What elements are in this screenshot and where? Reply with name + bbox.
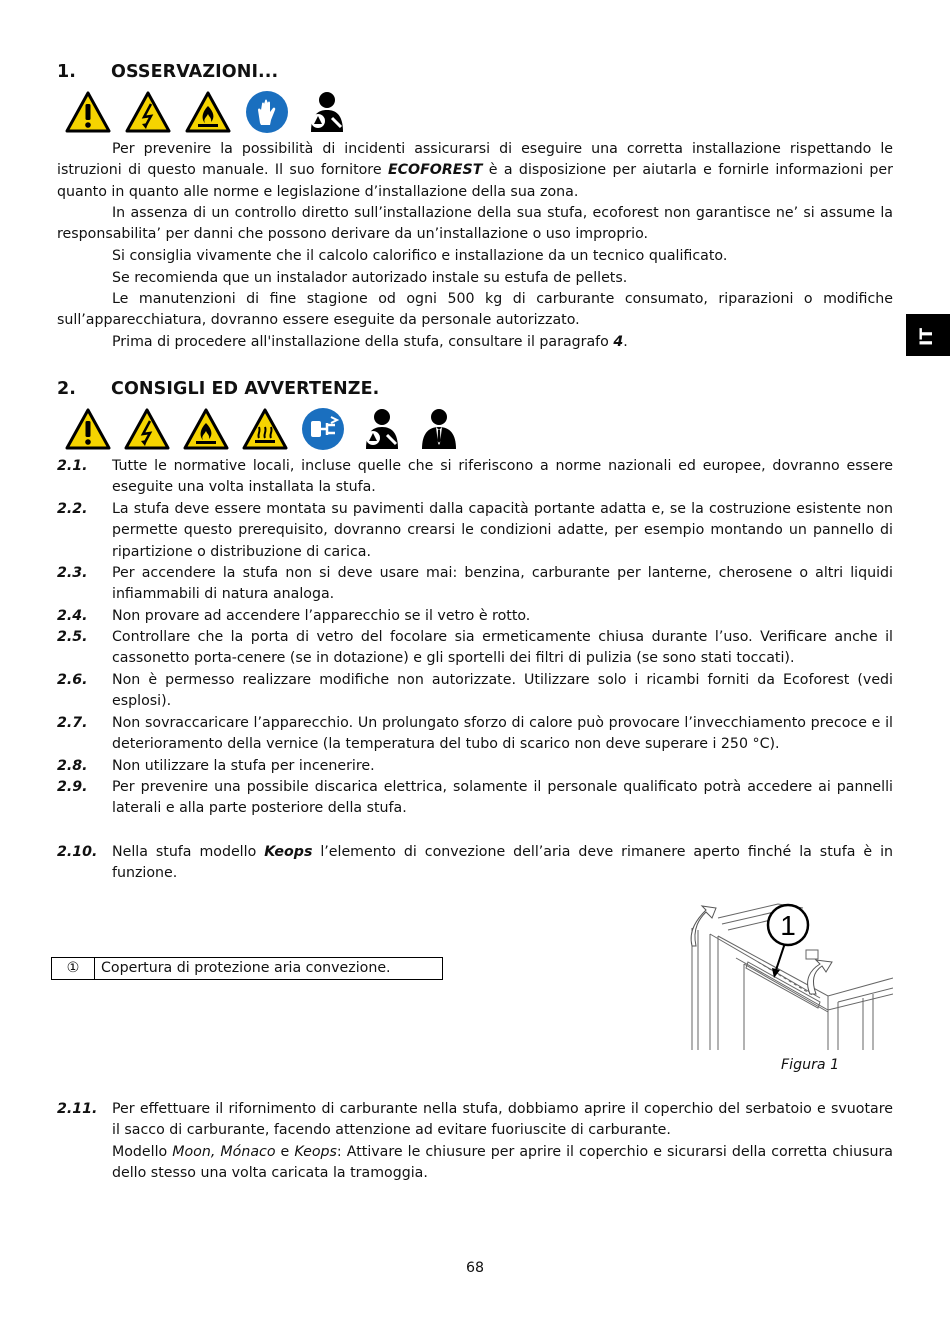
item-number: 2.7. [57, 715, 88, 731]
section-2-heading [57, 379, 379, 399]
page-number: 68 [465, 1260, 485, 1276]
item-number: 2.11. [57, 1101, 98, 1117]
model-name: Keops [294, 1143, 337, 1160]
item-text-part: Modello [112, 1143, 173, 1160]
item-text: Per effettuare il rifornimento di carburante nella stufa, dobbiamo aprire il coperchio del serbatoio e svuotare il sacco di carburante, facendo attenzione ad evitare fuoriuscite di carburante. [112, 1101, 893, 1139]
section-1-number: 1. [57, 62, 77, 82]
item-number: 2.1. [57, 458, 88, 474]
figure-legend-table [51, 957, 443, 980]
item-number: 2.8. [57, 758, 88, 774]
unplug-icon [301, 407, 345, 451]
flammable-icon [183, 408, 229, 450]
figure-marker: 1 [780, 910, 796, 941]
item-text [112, 842, 893, 885]
item-text-models [112, 1142, 893, 1185]
section-1-paragraph-3 [57, 246, 893, 267]
item-text: Per accendere la stufa non si deve usare mai: benzina, carburante per lanterne, cherosene o altri liquidi infiammabili di natura analoga. [112, 565, 893, 603]
list-item [57, 563, 893, 606]
electric-hazard-icon [125, 91, 171, 133]
list-item [57, 777, 893, 820]
paragraph-text: Le manutenzioni di fine stagione od ogni 500 kg di carburante consumato, riparazioni o modifiche sull’apparecchiatura, dovranno essere eseguite da personale autorizzato. [57, 291, 893, 329]
paragraph-text: Si consiglia vivamente che il calcolo calorifico e installazione da un tecnico qualificato. [112, 248, 728, 264]
person-icon [417, 407, 461, 451]
list-item [57, 713, 893, 756]
model-names: Moon, Mónaco [172, 1143, 276, 1160]
item-number: 2.4. [57, 608, 88, 624]
language-tab-label: IT [917, 328, 937, 346]
section-1-paragraph-1 [57, 139, 893, 203]
section-1-paragraph-4 [57, 268, 893, 289]
stove-convection-diagram [688, 898, 893, 1050]
paragraph-text: Se recomienda que un instalador autorizado instale su estufa de pellets. [112, 270, 628, 286]
item-text: La stufa deve essere montata su pavimenti dalla capacità portante adatta e, se la costruzione esistente non permette questo prerequisito, dovranno crearsi le condizioni adatte, per esempio montando un pannello di ripartizione o distribuzione di carica. [112, 501, 893, 560]
paragraph-end: . [623, 334, 628, 350]
item-text-part: l’elemento di convezione dell’aria deve rimanere aperto finché la stufa è in funzione. [112, 844, 893, 882]
item-text: Tutte le normative locali, incluse quelle che si riferiscono a norme nazionali ed europee, dovranno essere eseguite una volta installata la stufa. [112, 458, 893, 496]
item-text: Per prevenire una possibile discarica elettrica, solamente il personale qualificato potrà accedere ai pannelli laterali e alla parte posteriore della stufa. [112, 779, 893, 817]
section-1-heading [57, 62, 278, 82]
electric-hazard-icon [124, 408, 170, 450]
section-1-icons [65, 90, 349, 134]
item-number: 2.3. [57, 565, 88, 581]
item-text-part: : Attivare le chiusure per aprire il coperchio e sicurarsi della corretta chiusura dello stesso una volta caricata la tramoggia. [112, 1143, 894, 1182]
list-item [57, 627, 893, 670]
item-text: Non utilizzare la stufa per incenerire. [112, 758, 375, 774]
paragraph-text: Prima di procedere all'installazione della stufa, consultare il paragrafo [112, 334, 614, 350]
item-text: Controllare che la porta di vetro del focolare sia ermeticamente chiusa durante l’uso. Verificare anche il cassonetto porta-cenere (se in dotazione) e gli sportelli dei filtri di pulizia (se sono stati toccati). [112, 629, 893, 667]
list-item [57, 606, 893, 627]
item-number: 2.9. [57, 779, 88, 795]
language-tab [906, 314, 950, 356]
section-2-number: 2. [57, 379, 77, 399]
model-name: Keops [264, 844, 313, 860]
item-text-part: e [275, 1143, 295, 1160]
item-text: Non sovraccaricare l’apparecchio. Un prolungato sforzo di calore può provocare l’invecchiamento precoce e il deterioramento della vernice (la temperatura del tubo di scarico non deve superare i 250 °C). [112, 715, 893, 753]
warning-icon [65, 91, 111, 133]
list-item [57, 670, 893, 713]
list-item [57, 456, 893, 499]
paragraph-text: In assenza di un controllo diretto sull’installazione della sua stufa, ecoforest non garantisce ne’ si assume la responsabilita’ per danni che possono derivare da un’installazione o uso improprio. [57, 205, 893, 243]
item-text: Non provare ad accendere l’apparecchio se il vetro è rotto. [112, 608, 531, 624]
list-item [57, 1099, 893, 1185]
paragraph-text: Per prevenire la possibilità di incidenti assicurarsi di eseguire una corretta installazione rispettando le istruzioni di questo manuale. Il suo fornitore [57, 141, 893, 179]
brand-name: ECOFOREST [387, 162, 483, 179]
item-number: 2.6. [57, 672, 88, 688]
paragraph-text-cont: è a disposizione per aiutarla e fornirle informazioni per quanto in quanto alle norme e legislazione d’installazione della sua zona. [57, 162, 893, 200]
item-number: 2.2. [57, 501, 88, 517]
technician-icon [358, 407, 404, 451]
item-text: Non è permesso realizzare modifiche non autorizzate. Utilizzare solo i ricambi forniti da Ecoforest (vedi esplosi). [112, 672, 893, 710]
warning-icon [65, 408, 111, 450]
list-item [57, 756, 893, 777]
section-1-paragraph-5 [57, 289, 893, 332]
section-2-icons [65, 407, 461, 451]
section-2-title: CONSIGLI ED AVVERTENZE. [111, 379, 380, 399]
legend-label: Copertura di protezione aria convezione. [101, 960, 391, 976]
section-1-paragraph-2 [57, 203, 893, 246]
technician-icon [303, 90, 349, 134]
paragraph-reference: 4 [613, 334, 624, 350]
figure-caption: Figura 1 [781, 1057, 840, 1073]
legend-symbol: ① [52, 958, 95, 979]
list-item [57, 499, 893, 563]
section-1-paragraph-6 [57, 332, 893, 353]
list-item [57, 842, 893, 885]
item-number: 2.10. [57, 844, 98, 860]
gloves-icon [245, 90, 289, 134]
flammable-icon [185, 91, 231, 133]
hot-surface-icon [242, 408, 288, 450]
item-number: 2.5. [57, 629, 88, 645]
section-1-title: OSSERVAZIONI... [111, 62, 279, 82]
item-text-part: Nella stufa modello [112, 844, 265, 860]
